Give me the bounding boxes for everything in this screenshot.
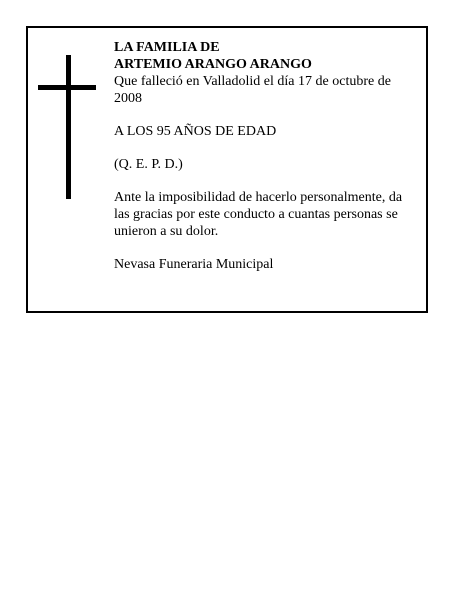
family-line: LA FAMILIA DE — [114, 40, 220, 55]
notice-text — [114, 39, 420, 273]
death-info: Que falleció en Valladolid el día 17 de octubre de 2008 — [114, 74, 391, 106]
deceased-name: ARTEMIO ARANGO ARANGO — [114, 57, 312, 72]
funeral-home-name: Nevasa Funeraria Municipal — [114, 257, 274, 272]
age-at-death: A LOS 95 AÑOS DE EDAD — [114, 124, 277, 139]
obituary-notice — [26, 26, 428, 313]
thanks-paragraph: Ante la imposibilidad de hacerlo personalmente, da las gracias por este conducto a cuantas personas se unieron a su dolor. — [114, 190, 403, 239]
cross-horizontal-bar — [38, 85, 96, 90]
cross-vertical-bar — [66, 55, 71, 199]
rip-abbreviation: (Q. E. P. D.) — [114, 157, 183, 172]
